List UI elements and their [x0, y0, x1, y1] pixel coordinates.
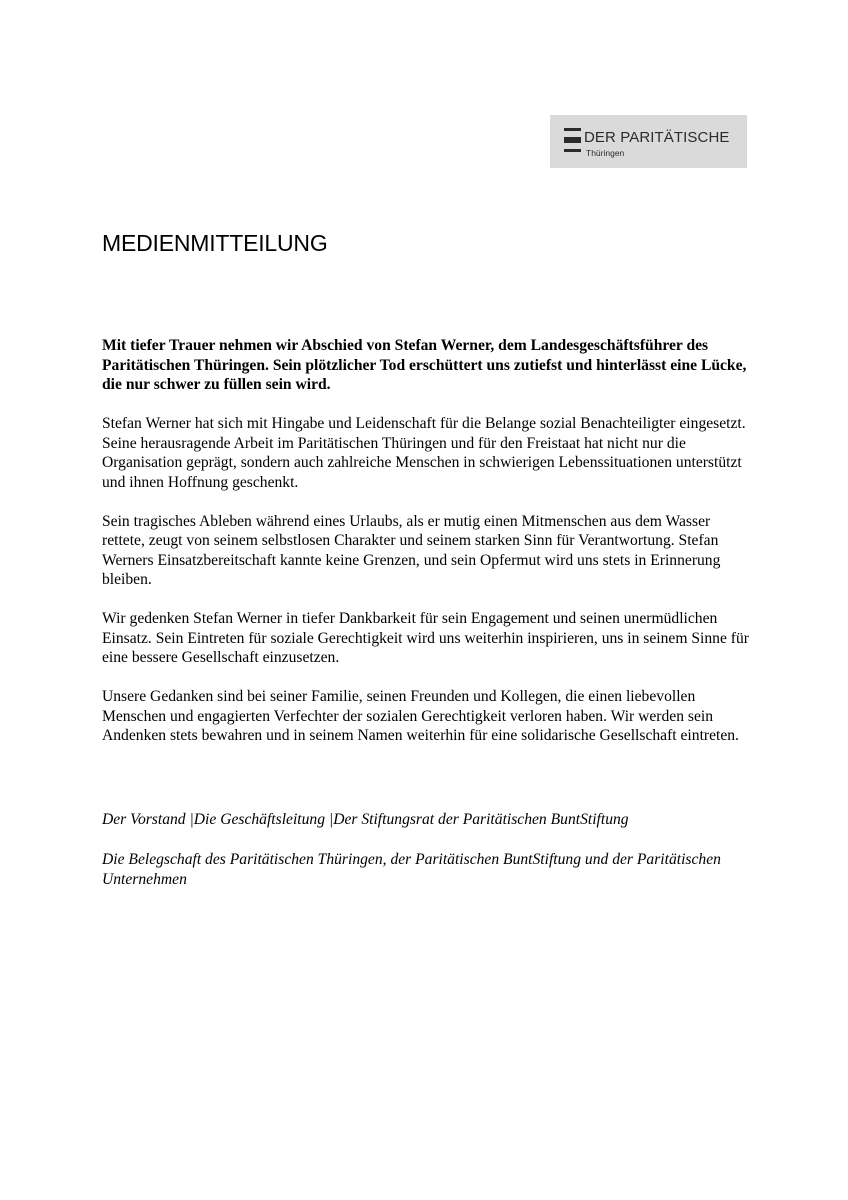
logo-subtitle: Thüringen — [586, 148, 625, 158]
document-body — [102, 336, 752, 765]
logo-mark-icon — [564, 128, 581, 152]
logo-title: DER PARITÄTISCHE — [584, 129, 730, 146]
signoff-leadership: Der Vorstand |Die Geschäftsleitung |Der Stiftungsrat der Paritätischen BuntStiftung — [102, 811, 629, 828]
body-paragraph-1: Stefan Werner hat sich mit Hingabe und Leidenschaft für die Belange sozial Benachteiligter eingesetzt. Seine herausragende Arbeit im Paritätischen Thüringen und für den Freistaat hat nicht nur die Organisation geprägt, sondern auch zahlreiche Menschen in schwierigen Lebenssituationen unterstützt und ihnen Hoffnung geschenkt. — [102, 415, 746, 491]
body-paragraph-3: Wir gedenken Stefan Werner in tiefer Dankbarkeit für sein Engagement und seinen unermüdlichen Einsatz. Sein Eintreten für soziale Gerechtigkeit wird uns weiterhin inspirieren, uns in seinem Sinne für eine bessere Gesellschaft einzusetzen. — [102, 610, 749, 666]
body-paragraph-4: Unsere Gedanken sind bei seiner Familie, seinen Freunden und Kollegen, die einen liebevollen Menschen und engagierten Verfechter der sozialen Gerechtigkeit verloren haben. Wir werden sein Andenken stets bewahren und in seinem Namen weiterhin für eine solidarische Gesellschaft eintreten. — [102, 688, 739, 744]
organization-logo — [550, 115, 747, 168]
document-title: MEDIENMITTEILUNG — [102, 230, 328, 256]
signoff-staff: Die Belegschaft des Paritätischen Thüringen, der Paritätischen BuntStiftung und der Paritätischen Unternehmen — [102, 851, 721, 888]
body-paragraph-2: Sein tragisches Ableben während eines Urlaubs, als er mutig einen Mitmenschen aus dem Wasser rettete, zeugt von seinem selbstlosen Charakter und seinem starken Sinn für Verantwortung. Stefan Werners Einsatzbereitschaft kannte keine Grenzen, und sein Opfermut wird uns stets in Erinnerung bleiben. — [102, 512, 721, 588]
lead-paragraph: Mit tiefer Trauer nehmen wir Abschied von Stefan Werner, dem Landesgeschäftsführer des Paritätischen Thüringen. Sein plötzlicher Tod erschüttert uns zutiefst und hinterlässt eine Lücke, die nur schwer zu füllen sein wird. — [102, 337, 747, 393]
